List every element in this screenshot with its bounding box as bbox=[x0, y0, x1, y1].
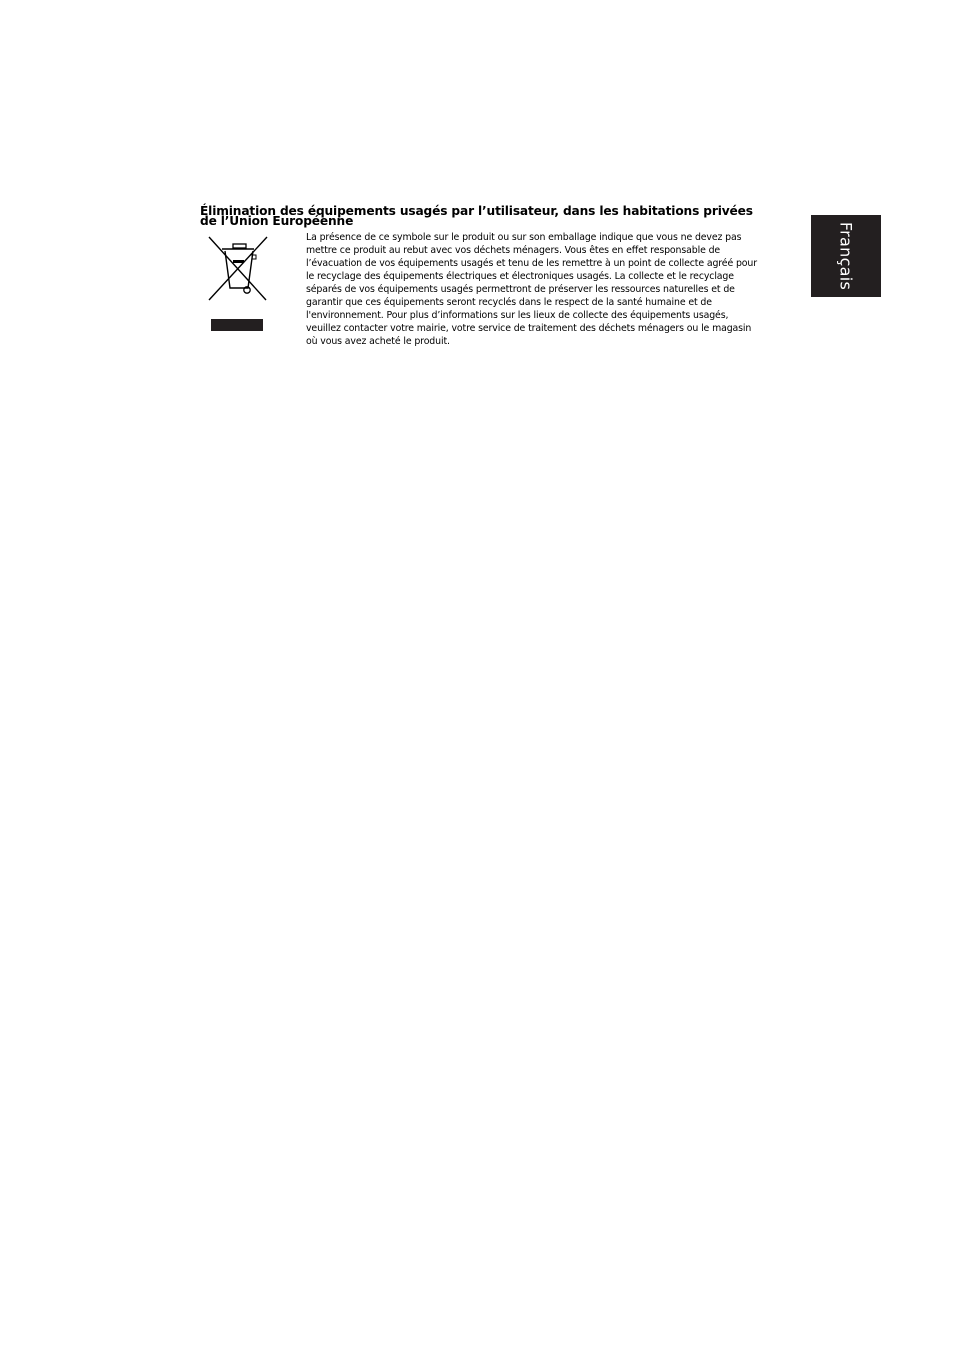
language-tab-label: Français bbox=[836, 221, 856, 291]
weee-disposal-section bbox=[200, 206, 760, 348]
language-tab bbox=[811, 215, 881, 297]
section-heading: Élimination des équipements usagés par l’utilisateur, dans les habitations privées de l’Union Européenne bbox=[200, 204, 753, 228]
weee-crossed-out-wheeled-bin-icon bbox=[204, 234, 270, 332]
section-body bbox=[200, 231, 760, 348]
section-body-text: La présence de ce symbole sur le produit ou sur son emballage indique que vous ne devez pas mettre ce produit au rebut avec vos déchets ménagers. Vous êtes en effet responsable de l’évacuation de vos équipements usagés et tenu de les remettre à un point de collecte agréé pour le recyclage des équipements électriques et électroniques usagés. La collecte et le recyclage séparés de vos équipements usagés permettront de préserver les ressources naturelles et de garantir que ces équipements seront recyclés dans le respect de la santé humaine et de l'environnement. Pour plus d’informations sur les lieux de collecte des équipements usagés, veuillez contacter votre mairie, votre service de traitement des déchets ménagers ou le magasin où vous avez acheté le produit. bbox=[306, 232, 757, 347]
